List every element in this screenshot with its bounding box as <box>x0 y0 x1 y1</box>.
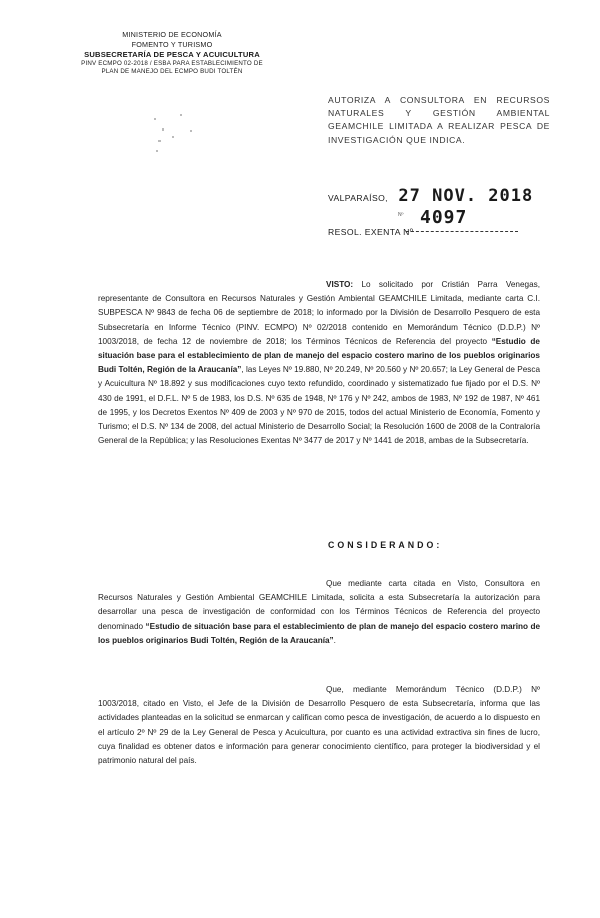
date-line <box>328 186 533 206</box>
visto-paragraph <box>98 278 540 448</box>
para1-text: Que mediante carta citada en Visto, Consultora en Recursos Naturales y Gestión Ambiental GEAMCHILE Limitada, solicita a esta Subsecretaría la autorización para desarrollar una pesca de investigación de conformidad con los Términos Técnicos de Referencia del proyecto denominado <box>98 579 540 631</box>
considerando-paragraph-2: Que, mediante Memorándum Técnico (D.D.P.) Nº 1003/2018, citado en Visto, el Jefe de la División de Desarrollo Pesquero de esta Subsecretaría, informa que las actividades planteadas en la solicitud se enmarcan y califican como pesca de investigación, de acuerdo a lo dispuesto en el artículo 2º Nº 29 de la Ley General de Pesca y Acuicultura, por cuanto es una actividad extractiva sin fines de lucro, cuya finalidad es obtener datos e información para generar conocimiento científico, para proteger la biodiversidad y el patrimonio natural del país. <box>98 685 540 766</box>
resolution-small-no: Nº <box>398 212 404 218</box>
header-fomento: FOMENTO Y TURISMO <box>131 40 213 49</box>
resolution-label: RESOL. EXENTA Nº <box>328 227 414 237</box>
visto-text-1: Lo solicitado por Cristián Parra Venegas, representante de Consultora en Recursos Naturales y Gestión Ambiental GEAMCHILE Limitada, mediante carta C.I. SUBPESCA Nº 9843 de fecha 06 de septiembre de 2018; lo informado por la División de Desarrollo Pesquero de esta Subsecretaría en Informe Técnico (PINV. ECMPO) Nº 02/2018 contenido en Memorándum Técnico (D.D.P.) Nº 1003/2018, de fecha 12 de noviembre de 2018; los Términos Técnicos de Referencia del proyecto <box>98 280 540 346</box>
para1-end: . <box>333 635 336 645</box>
visto-text-2: , las Leyes Nº 19.880, Nº 20.249, Nº 20.560 y Nº 20.657; la Ley General de Pesca y Acuicultura Nº 18.892 y sus modificaciones cuyo texto refundido, coordinado y sistematizado fue fijado por el D.S. Nº 430 de 1991, el D.F.L. Nº 5 de 1983, los D.S. Nº 635 de 1948, Nº 176 y Nº 242, ambos de 1983, Nº 192 de 1987, Nº 461 de 1995, y los Decretos Exentos Nº 409 de 2003 y Nº 970 de 2015, todos del actual Ministerio de Economía, Fomento y Turismo; el D.S. Nº 134 de 2008, del actual Ministerio de Desarrollo Social; la Resolución 1600 de 2008 de la Contraloría General de la República; y las Resoluciones Exentas Nº 3477 de 2017 y Nº 1441 de 2018, ambas de la Subsecretaría. <box>98 365 540 446</box>
letterhead <box>52 30 292 76</box>
faded-stamp-icon <box>150 110 210 160</box>
header-reference-1: PINV ECMPO 02-2018 / ESBA PARA ESTABLECIMIENTO DE <box>81 60 263 67</box>
resolution-number: 4097 <box>420 207 468 228</box>
header-subsecretaria: SUBSECRETARÍA DE PESCA Y ACUICULTURA <box>84 50 260 59</box>
visto-project-title: “Estudio de situación base para el establecimiento de plan de manejo del espacio costero marino de los pueblos originarios Budi Toltén, Región de la Araucanía” <box>98 336 540 375</box>
header-ministry: MINISTERIO DE ECONOMÍA <box>122 30 222 39</box>
resolution-title: AUTORIZA A CONSULTORA EN RECURSOS NATURALES Y GESTIÓN AMBIENTAL GEAMCHILE LIMITADA A REALIZAR PESCA DE INVESTIGACIÓN QUE INDICA. <box>328 95 550 145</box>
header-reference-2: PLAN DE MANEJO DEL ECMPO BUDI TOLTÉN <box>101 68 243 75</box>
date-value: 27 NOV. 2018 <box>398 186 534 206</box>
resolution-underline <box>406 231 518 232</box>
date-label: VALPARAÍSO, <box>328 193 388 203</box>
considerando-heading: CONSIDERANDO: <box>328 540 443 550</box>
resolution-number-line <box>328 207 468 240</box>
visto-lead: VISTO: <box>326 280 354 289</box>
considerando-paragraph-1 <box>98 577 540 648</box>
para1-project-title: “Estudio de situación base para el establecimiento de plan de manejo del espacio costero marino de los pueblos originarios Budi Toltén, Región de la Araucanía” <box>98 621 541 645</box>
